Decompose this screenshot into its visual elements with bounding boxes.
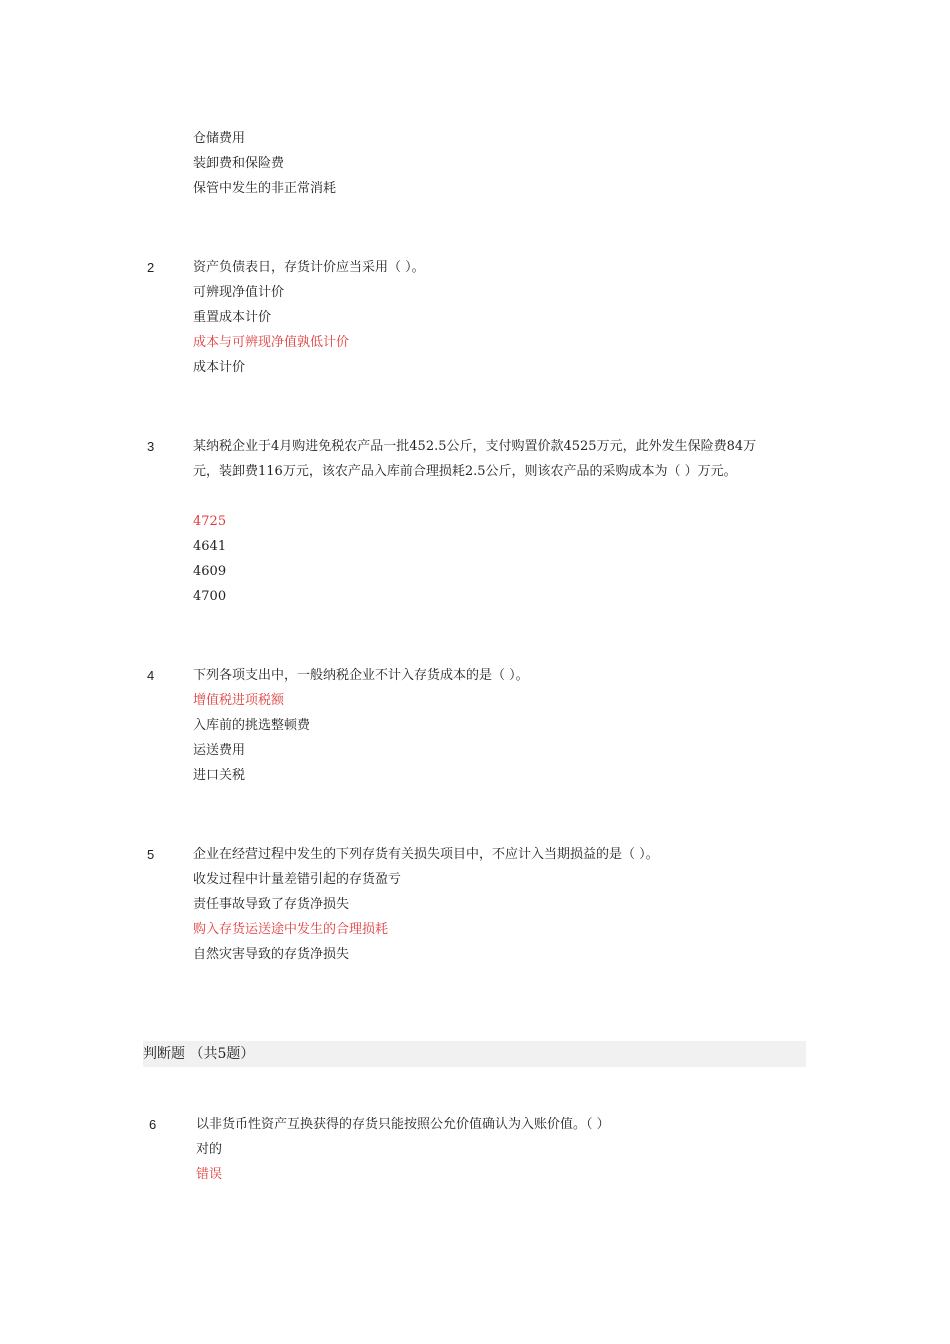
option[interactable]: 责任事故导致了存货净损失 — [193, 897, 350, 912]
option-correct[interactable]: 增值税进项税额 — [193, 693, 285, 708]
option-correct[interactable]: 购入存货运送途中发生的合理损耗 — [193, 922, 389, 937]
option[interactable]: 仓储费用 — [193, 131, 246, 146]
option[interactable]: 运送费用 — [193, 743, 246, 758]
question-stem: 企业在经营过程中发生的下列存货有关损失项目中，不应计入当期损益的是（ ）。 — [193, 847, 659, 862]
question-stem: 资产负债表日，存货计价应当采用（ ）。 — [193, 260, 425, 275]
option[interactable]: 重置成本计价 — [193, 310, 272, 325]
question-number: 4 — [147, 668, 155, 683]
option[interactable]: 入库前的挑选整顿费 — [193, 718, 311, 733]
option-correct[interactable]: 成本与可辨现净值孰低计价 — [193, 335, 350, 350]
question-stem: 某纳税企业于4月购进免税农产品一批452.5公斤，支付购置价款4525万元，此外发生保险费84万元，装卸费116万元，该农产品入库前合理损耗2.5公斤，则该农产品的采购成本为（ ）万元。 — [193, 439, 757, 479]
option[interactable]: 保管中发生的非正常消耗 — [193, 181, 337, 196]
option[interactable]: 4609 — [193, 564, 227, 579]
option[interactable]: 收发过程中计量差错引起的存货盈亏 — [193, 872, 402, 887]
question-number: 2 — [147, 260, 155, 275]
option[interactable]: 进口关税 — [193, 768, 246, 783]
question-number: 3 — [147, 439, 155, 454]
question-stem: 以非货币性资产互换获得的存货只能按照公允价值确认为入账价值。（ ） — [196, 1117, 610, 1132]
option[interactable]: 4641 — [193, 539, 227, 554]
question-stem: 下列各项支出中，一般纳税企业不计入存货成本的是（ ）。 — [193, 668, 529, 683]
option[interactable]: 装卸费和保险费 — [193, 156, 285, 171]
option-correct[interactable]: 错误 — [196, 1167, 223, 1182]
question-number: 6 — [149, 1117, 157, 1132]
option[interactable]: 成本计价 — [193, 360, 246, 375]
option[interactable]: 可辨现净值计价 — [193, 285, 285, 300]
option[interactable]: 自然灾害导致的存货净损失 — [193, 947, 350, 962]
option[interactable]: 4700 — [193, 589, 227, 604]
option[interactable]: 对的 — [196, 1142, 223, 1157]
section-header: 判断题 （共5题） — [143, 1041, 806, 1067]
option-correct[interactable]: 4725 — [193, 514, 227, 529]
question-number: 5 — [147, 847, 155, 862]
